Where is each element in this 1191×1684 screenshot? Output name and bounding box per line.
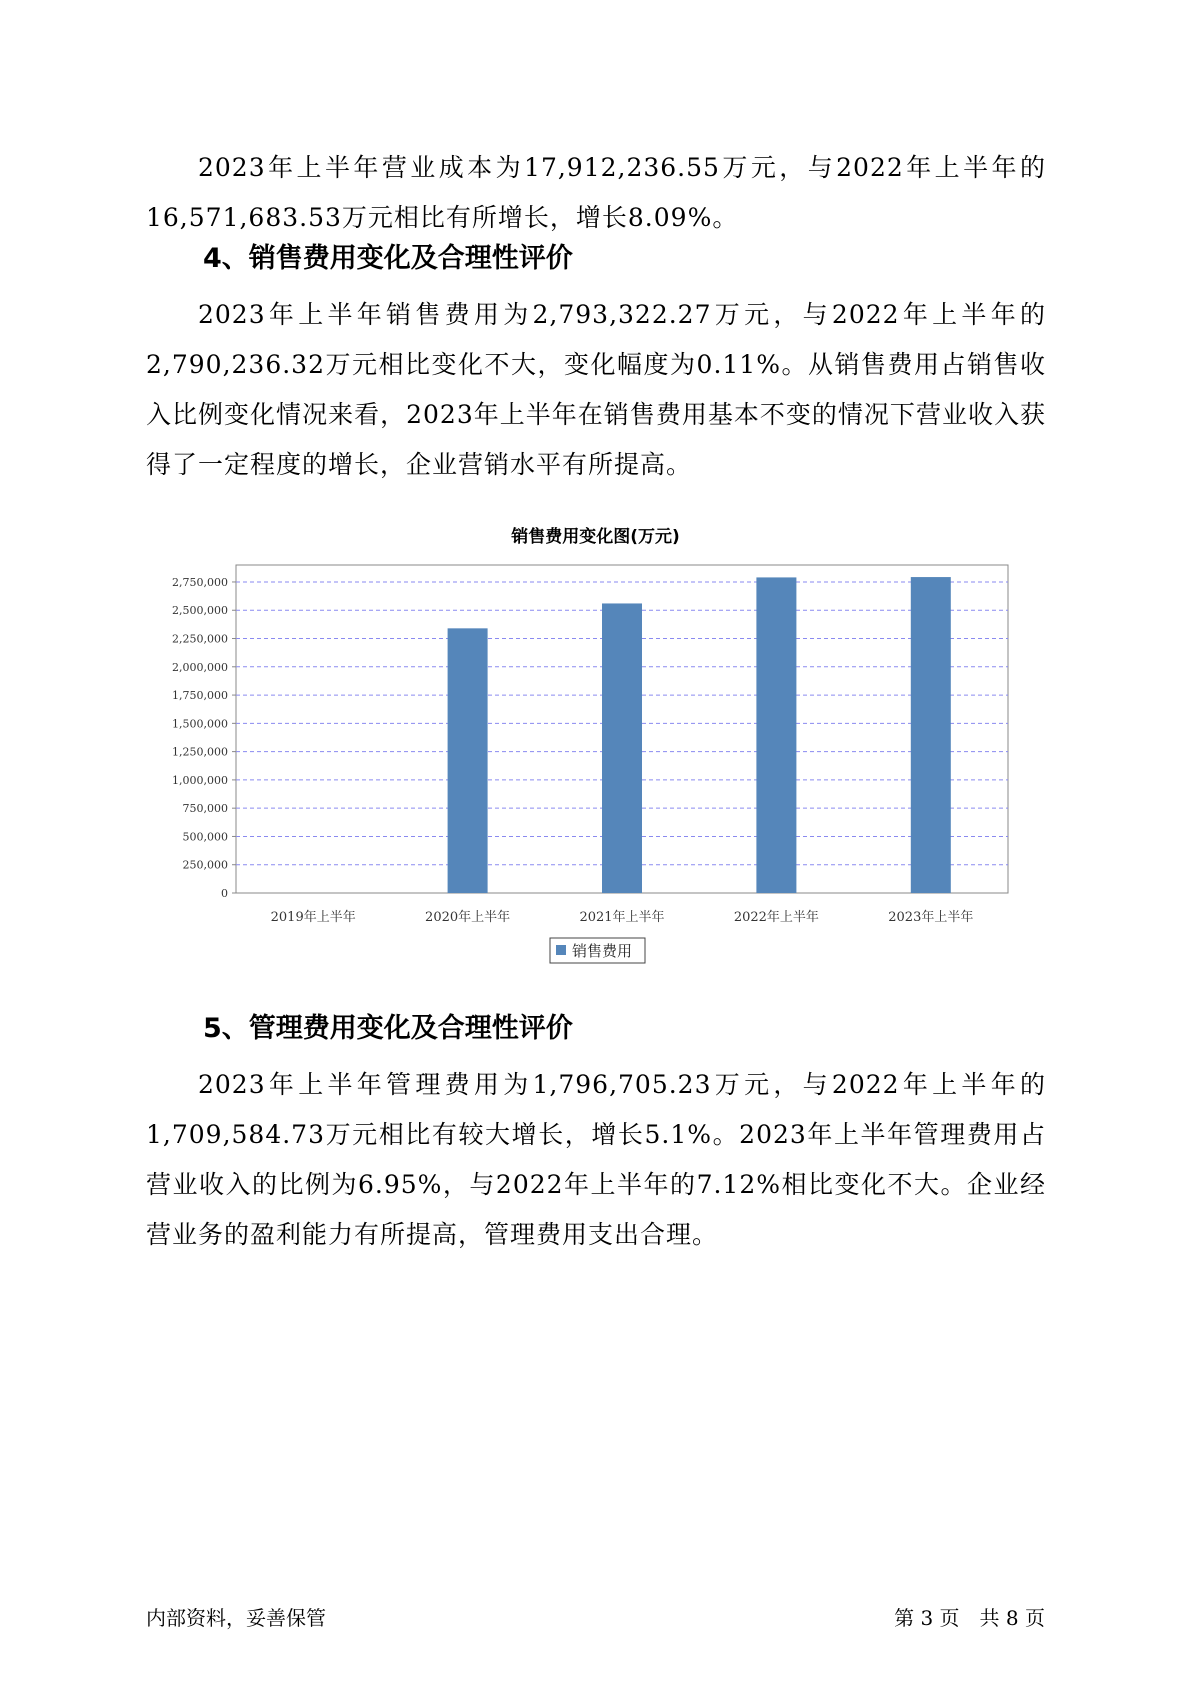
y-tick-label: 1,250,000	[172, 745, 228, 759]
x-tick-label: 2022年上半年	[733, 910, 819, 925]
legend-swatch	[556, 945, 566, 955]
y-axis-ticks	[172, 576, 236, 900]
y-tick-label: 500,000	[182, 830, 228, 844]
chart-title: 销售费用变化图(万元)	[511, 527, 680, 547]
y-tick-label: 2,000,000	[172, 660, 228, 674]
x-axis-ticks	[271, 909, 974, 925]
x-tick-label: 2019年上半年	[270, 910, 356, 925]
y-tick-label: 1,000,000	[172, 773, 228, 787]
section-heading-sales-expense: 4、销售费用变化及合理性评价	[203, 243, 573, 274]
y-tick-label: 250,000	[182, 858, 228, 872]
y-tick-label: 1,500,000	[172, 717, 228, 731]
paragraph-sales-expense: 2023年上半年销售费用为2,793,322.27万元，与2022年上半年的2,790,236.32万元相比变化不大，变化幅度为0.11%。从销售费用占销售收入比例变化情况来看，2023年上半年在销售费用基本不变的情况下营业收入获得了一定程度的增长，企业营销水平有所提高。	[146, 300, 1046, 479]
paragraph-admin-expense: 2023年上半年管理费用为1,796,705.23万元，与2022年上半年的1,709,584.73万元相比有较大增长，增长5.1%。2023年上半年管理费用占营业收入的比例为6.95%，与2022年上半年的7.12%相比变化不大。企业经营业务的盈利能力有所提高，管理费用支出合理。	[146, 1070, 1046, 1249]
sales-expense-bar-chart	[0, 545, 1191, 965]
y-tick-label: 2,750,000	[172, 575, 228, 589]
x-tick-label: 2023年上半年	[888, 910, 974, 925]
x-tick-label: 2020年上半年	[425, 910, 511, 925]
y-tick-label: 0	[221, 887, 228, 900]
footer-confidential-note: 内部资料，妥善保管	[146, 1606, 326, 1630]
bar-4	[756, 577, 796, 893]
x-tick-label: 2021年上半年	[579, 910, 665, 925]
footer-page-number: 第 3 页 共 8 页	[894, 1606, 1045, 1630]
section-heading-admin-expense: 5、管理费用变化及合理性评价	[203, 1013, 573, 1044]
y-tick-label: 2,500,000	[172, 604, 228, 618]
bar-3	[602, 603, 642, 893]
legend	[550, 938, 645, 963]
bar-2	[448, 628, 488, 893]
y-tick-label: 1,750,000	[172, 689, 228, 703]
bar-5	[911, 577, 951, 893]
legend-label: 销售费用	[572, 942, 633, 960]
paragraph-operating-cost: 2023年上半年营业成本为17,912,236.55万元，与2022年上半年的16,571,683.53万元相比有所增长，增长8.09%。	[146, 153, 1046, 232]
y-tick-label: 750,000	[182, 802, 228, 816]
y-tick-label: 2,250,000	[172, 632, 228, 646]
